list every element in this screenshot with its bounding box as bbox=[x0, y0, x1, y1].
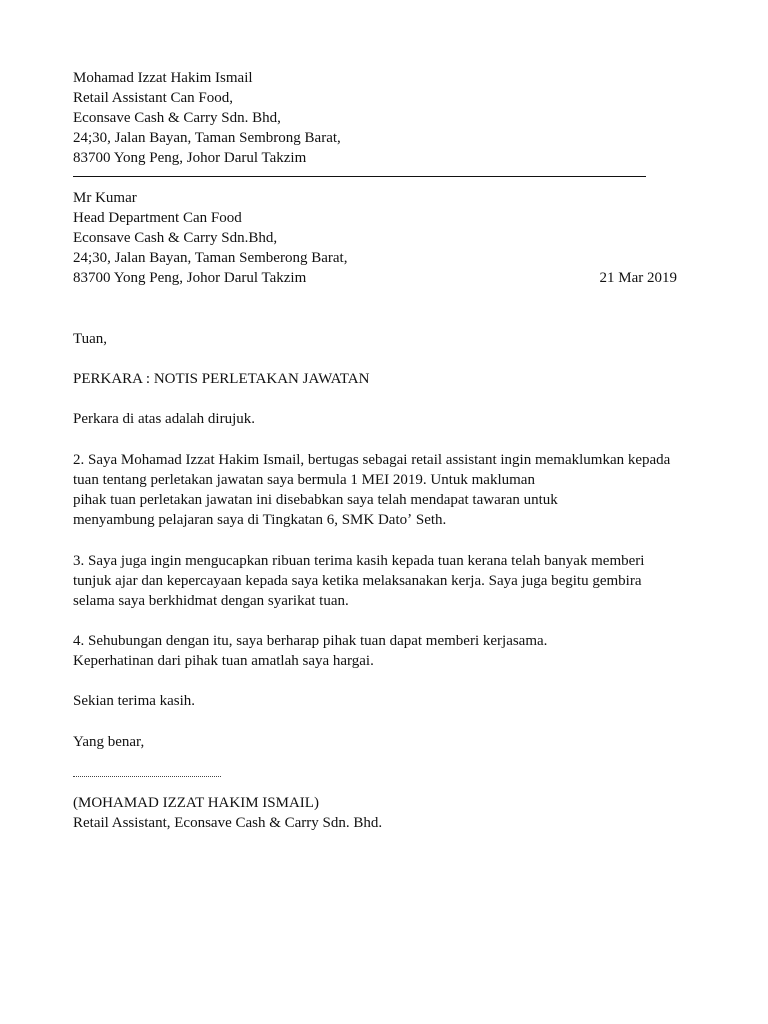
sender-position: Retail Assistant Can Food, bbox=[73, 90, 234, 106]
signature-title: Retail Assistant, Econsave Cash & Carry Sdn. Bhd. bbox=[73, 815, 383, 831]
signature-dotted-line bbox=[73, 776, 221, 777]
paragraph3-line: 3. Saya juga ingin mengucapkan ribuan terima kasih kepada tuan kerana telah banyak memberi bbox=[73, 553, 645, 569]
paragraph3-line: tunjuk ajar dan kepercayaan kepada saya ketika melaksanakan kerja. Saya juga begitu gembira bbox=[73, 573, 642, 589]
paragraph2-line: tuan tentang perletakan jawatan saya bermula 1 MEI 2019. Untuk makluman bbox=[73, 472, 535, 488]
signoff-line: Yang benar, bbox=[73, 734, 145, 750]
paragraph4-line: 4. Sehubungan dengan itu, saya berharap pihak tuan dapat memberi kerjasama. bbox=[73, 633, 548, 649]
sender-name: Mohamad Izzat Hakim Ismail bbox=[73, 70, 253, 86]
paragraph2-line: menyambung pelajaran saya di Tingkatan 6, SMK Datoʼ Seth. bbox=[73, 512, 447, 528]
sender-company: Econsave Cash & Carry Sdn. Bhd, bbox=[73, 110, 281, 126]
letter-date: 21 Mar 2019 bbox=[599, 270, 677, 286]
salutation: Tuan, bbox=[73, 331, 108, 347]
sender-address-line1: 24;30, Jalan Bayan, Taman Sembrong Barat, bbox=[73, 130, 341, 146]
closing-line: Sekian terima kasih. bbox=[73, 693, 196, 709]
subject-line: PERKARA : NOTIS PERLETAKAN JAWATAN bbox=[73, 371, 370, 387]
recipient-address-line2: 83700 Yong Peng, Johor Darul Takzim bbox=[73, 270, 307, 286]
paragraph2-line: 2. Saya Mohamad Izzat Hakim Ismail, bertugas sebagai retail assistant ingin memaklumkan kepada bbox=[73, 452, 671, 468]
recipient-company: Econsave Cash & Carry Sdn.Bhd, bbox=[73, 230, 278, 246]
reference-line: Perkara di atas adalah dirujuk. bbox=[73, 411, 256, 427]
paragraph2-line: pihak tuan perletakan jawatan ini disebabkan saya telah mendapat tawaran untuk bbox=[73, 492, 558, 508]
paragraph4-line: Keperhatinan dari pihak tuan amatlah saya hargai. bbox=[73, 653, 374, 669]
recipient-address-line1: 24;30, Jalan Bayan, Taman Semberong Barat, bbox=[73, 250, 348, 266]
recipient-position: Head Department Can Food bbox=[73, 210, 242, 226]
signature-name: (MOHAMAD IZZAT HAKIM ISMAIL) bbox=[73, 795, 319, 811]
recipient-name: Mr Kumar bbox=[73, 190, 137, 206]
paragraph3-line: selama saya berkhidmat dengan syarikat tuan. bbox=[73, 593, 349, 609]
header-divider bbox=[73, 176, 646, 177]
sender-address-line2: 83700 Yong Peng, Johor Darul Takzim bbox=[73, 150, 307, 166]
